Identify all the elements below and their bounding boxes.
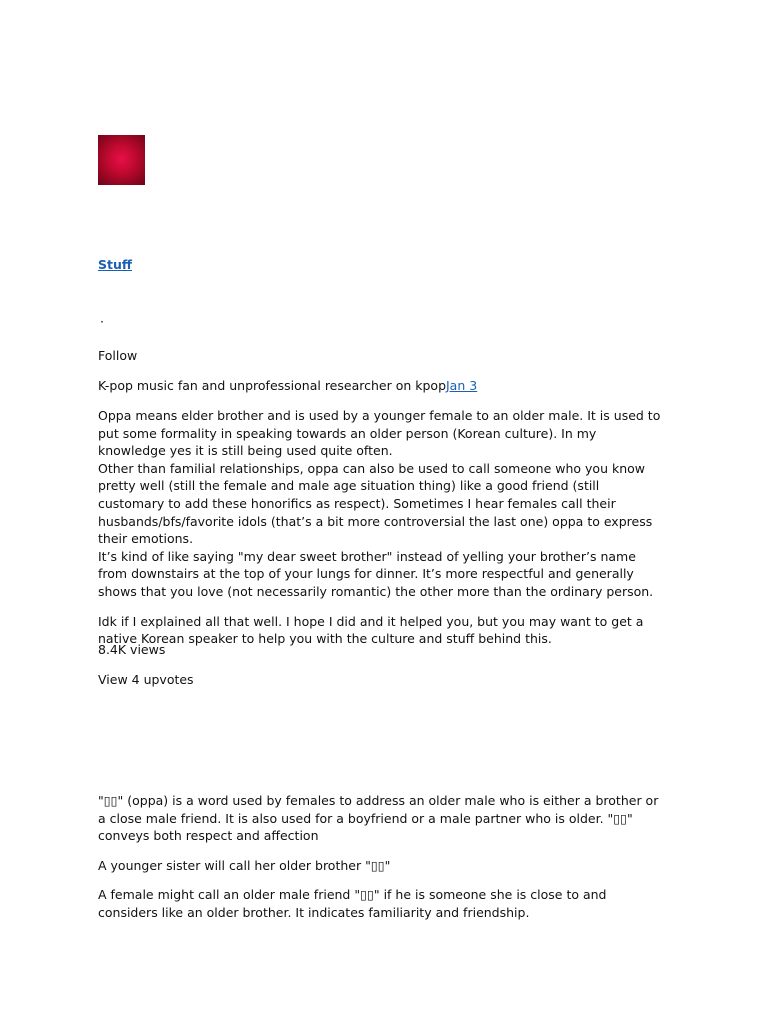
follow-button[interactable]: Follow: [98, 348, 138, 363]
answer-body: [98, 407, 668, 648]
credential-text: K-pop music fan and unprofessional researcher on kpop: [98, 378, 446, 393]
answer-date-link[interactable]: Jan 3: [446, 378, 478, 393]
answer-paragraph: It’s kind of like saying "my dear sweet brother" instead of yelling your brother’s name from downstairs at the top of your lungs for dinner. It’s more respectful and generally shows that you love (not necessarily romantic) the other more than the ordinary person.: [98, 548, 654, 599]
answer-paragraph: A younger sister will call her older brother "▯▯": [98, 857, 391, 873]
space-link[interactable]: Stuff: [98, 257, 133, 272]
avatar[interactable]: [98, 135, 145, 185]
answer-paragraph: A female might call an older male friend "▯▯" if he is someone she is close to and considers like an older brother. It indicates familiarity and friendship.: [98, 887, 607, 920]
view-upvotes-link[interactable]: View 4 upvotes: [98, 672, 194, 687]
author-credential: [98, 378, 477, 393]
answer-paragraph: Oppa means elder brother and is used by a younger female to an older male. It is used to put some formality in speaking towards an older person (Korean culture). In my knowledge yes it is still being used quite often.: [98, 408, 661, 459]
answer-paragraph: Idk if I explained all that well. I hope I did and it helped you, but you may want to get a native Korean speaker to help you with the culture and stuff behind this.: [98, 613, 644, 647]
view-count: 8.4K views: [98, 642, 166, 657]
separator-dot: ·: [100, 314, 104, 329]
answer-paragraph: "▯▯" (oppa) is a word used by females to address an older male who is either a brother or a close male friend. It is also used for a boyfriend or a male partner who is older. "▯▯" conveys both respect and affection: [98, 793, 659, 844]
second-answer-body: [98, 792, 668, 934]
answer-paragraph: Other than familial relationships, oppa can also be used to call someone who you know pretty well (still the female and male age situation thing) like a good friend (still customary to add these honorifics as respect). Sometimes I hear females call their husbands/bfs/favorite idols (that’s a bit more controversial the last one) oppa to express their emotions.: [98, 460, 653, 547]
